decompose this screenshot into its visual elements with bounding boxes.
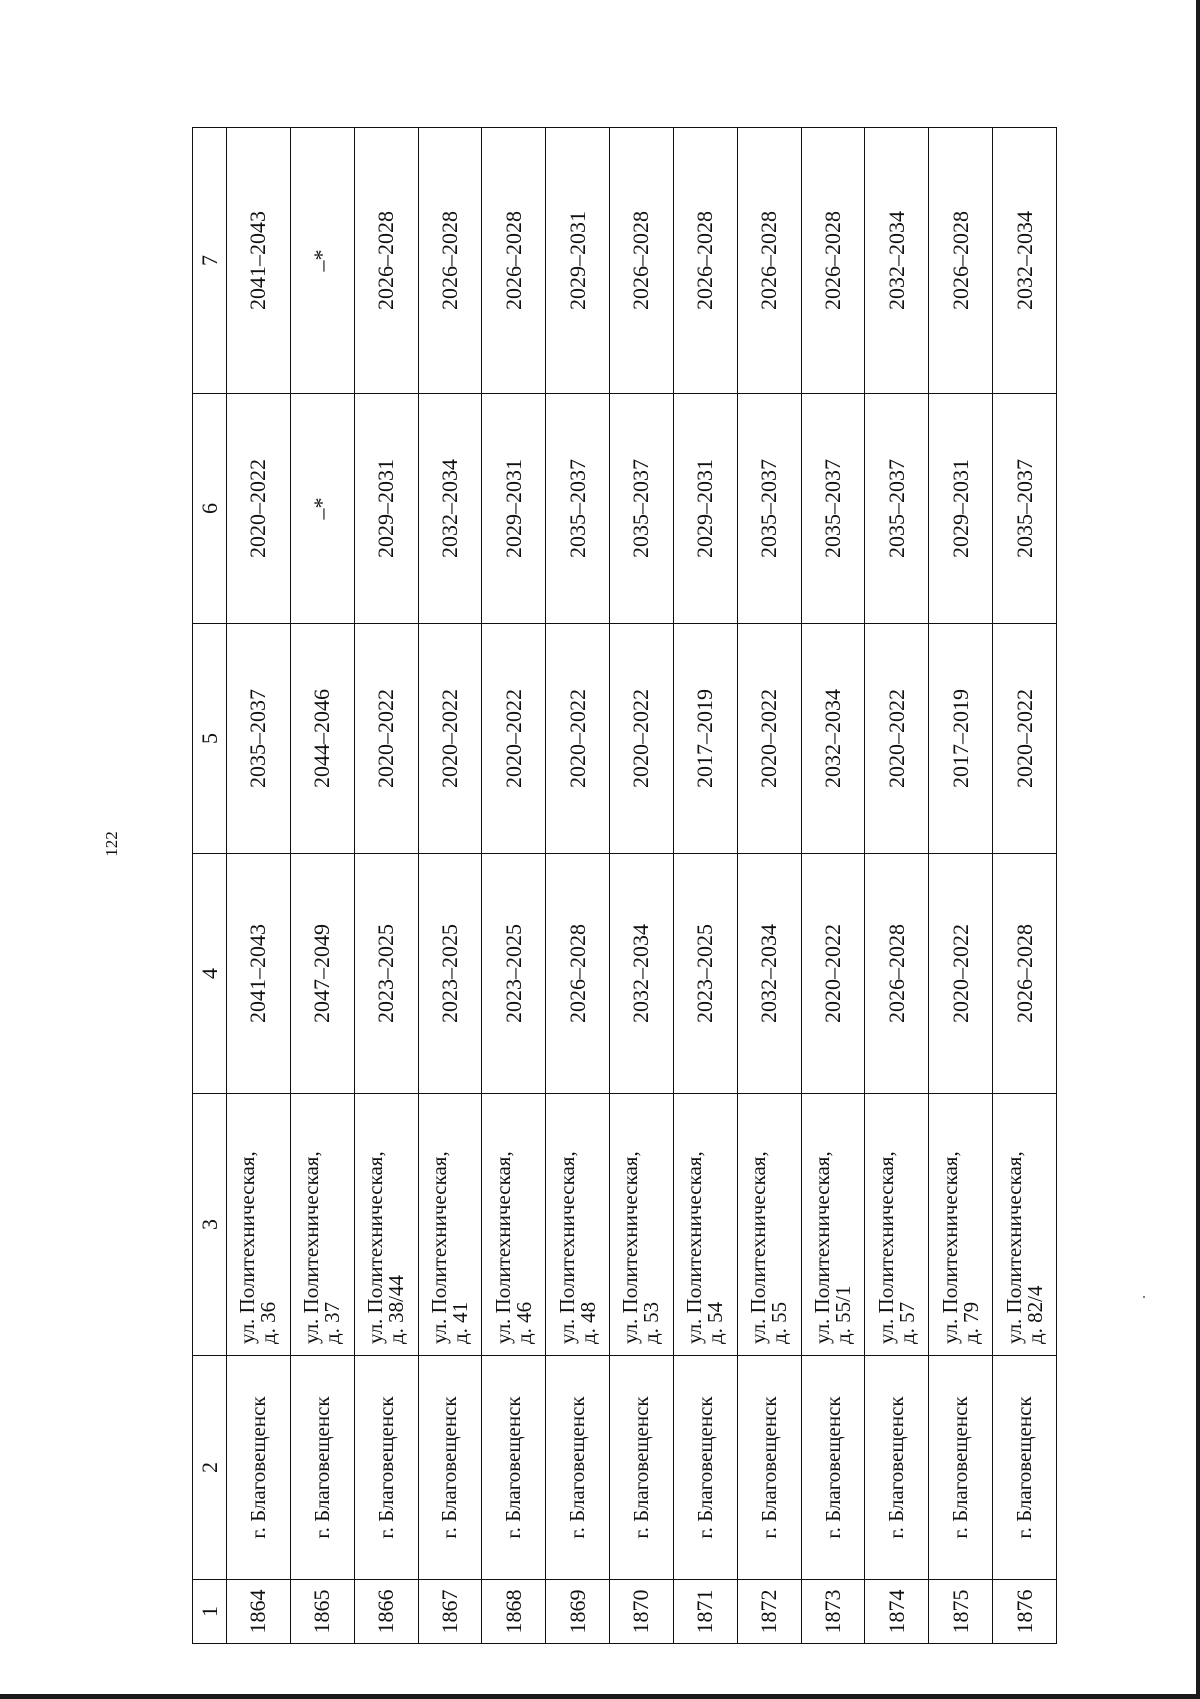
address-house: д. 53	[639, 1301, 664, 1344]
address-cell	[482, 1094, 546, 1356]
address-house: д. 38/44	[384, 1274, 409, 1344]
column-header: 5	[193, 624, 227, 854]
table-row	[610, 128, 674, 1644]
period-cell: 2026–2028	[673, 128, 737, 394]
column-header: 1	[193, 1580, 227, 1644]
city-cell: г. Благовещенск	[354, 1356, 418, 1580]
row-number-cell: 1869	[546, 1580, 610, 1644]
period-cell: 2041–2043	[227, 128, 291, 394]
period-cell: 2035–2037	[227, 624, 291, 854]
period-cell: 2026–2028	[801, 128, 865, 394]
period-cell: 2032–2034	[418, 394, 482, 624]
table-row	[929, 128, 993, 1644]
city-cell: г. Благовещенск	[418, 1356, 482, 1580]
address-street: ул. Политехническая,	[554, 1151, 579, 1344]
address-house: д. 55/1	[831, 1285, 856, 1344]
address-street: ул. Политехническая,	[937, 1151, 962, 1344]
city-cell: г. Благовещенск	[737, 1356, 801, 1580]
period-cell: 2032–2034	[865, 128, 929, 394]
row-number-cell: 1870	[610, 1580, 674, 1644]
period-cell: 2047–2049	[290, 854, 354, 1094]
address-street: ул. Политехническая,	[618, 1151, 643, 1344]
address-cell	[993, 1094, 1057, 1356]
period-cell: 2032–2034	[801, 624, 865, 854]
column-header: 7	[193, 128, 227, 394]
table-row	[290, 128, 354, 1644]
period-cell: 2044–2046	[290, 624, 354, 854]
scan-edge-bottom	[0, 1694, 1200, 1699]
data-table	[192, 127, 1057, 1644]
period-cell: 2029–2031	[546, 128, 610, 394]
address-house: д. 55	[767, 1301, 792, 1344]
period-cell: 2020–2022	[929, 854, 993, 1094]
period-cell: 2026–2028	[418, 128, 482, 394]
period-cell: 2035–2037	[801, 394, 865, 624]
period-cell: 2032–2034	[610, 854, 674, 1094]
city-cell: г. Благовещенск	[482, 1356, 546, 1580]
row-number-cell: 1868	[482, 1580, 546, 1644]
row-number-cell: 1871	[673, 1580, 737, 1644]
period-cell: 2029–2031	[929, 394, 993, 624]
city-cell: г. Благовещенск	[290, 1356, 354, 1580]
period-cell: 2041–2043	[227, 854, 291, 1094]
address-house: д. 79	[958, 1301, 983, 1344]
period-cell: 2026–2028	[354, 128, 418, 394]
period-cell: 2035–2037	[610, 394, 674, 624]
period-cell: 2020–2022	[418, 624, 482, 854]
address-cell	[737, 1094, 801, 1356]
address-house: д. 41	[447, 1301, 472, 1344]
period-cell: –*	[290, 128, 354, 394]
period-cell: 2026–2028	[737, 128, 801, 394]
period-cell: 2032–2034	[993, 128, 1057, 394]
scan-speck	[1143, 1296, 1145, 1298]
rotated-table-container	[192, 128, 1057, 1644]
period-cell: 2026–2028	[610, 128, 674, 394]
table-header-row	[193, 128, 227, 1644]
period-cell: 2023–2025	[673, 854, 737, 1094]
table-row	[418, 128, 482, 1644]
address-street: ул. Политехническая,	[235, 1151, 260, 1344]
city-cell: г. Благовещенск	[993, 1356, 1057, 1580]
period-cell: 2035–2037	[993, 394, 1057, 624]
address-cell	[418, 1094, 482, 1356]
address-cell	[546, 1094, 610, 1356]
address-street: ул. Политехническая,	[363, 1151, 388, 1344]
address-cell	[610, 1094, 674, 1356]
period-cell: 2032–2034	[737, 854, 801, 1094]
address-street: ул. Политехническая,	[810, 1151, 835, 1344]
period-cell: 2035–2037	[546, 394, 610, 624]
row-number-cell: 1867	[418, 1580, 482, 1644]
address-street: ул. Политехническая,	[490, 1151, 515, 1344]
address-street: ул. Политехническая,	[1001, 1151, 1026, 1344]
period-cell: 2023–2025	[354, 854, 418, 1094]
period-cell: 2017–2019	[929, 624, 993, 854]
period-cell: 2017–2019	[673, 624, 737, 854]
row-number-cell: 1876	[993, 1580, 1057, 1644]
address-cell	[227, 1094, 291, 1356]
period-cell: 2020–2022	[482, 624, 546, 854]
address-street: ул. Политехническая,	[873, 1151, 898, 1344]
city-cell: г. Благовещенск	[929, 1356, 993, 1580]
table-row	[865, 128, 929, 1644]
period-cell: 2020–2022	[354, 624, 418, 854]
row-number-cell: 1864	[227, 1580, 291, 1644]
address-cell	[290, 1094, 354, 1356]
address-street: ул. Политехническая,	[746, 1151, 771, 1344]
address-cell	[673, 1094, 737, 1356]
column-header: 3	[193, 1094, 227, 1356]
address-house: д. 48	[575, 1301, 600, 1344]
row-number-cell: 1872	[737, 1580, 801, 1644]
address-street: ул. Политехническая,	[426, 1151, 451, 1344]
city-cell: г. Благовещенск	[610, 1356, 674, 1580]
period-cell: 2026–2028	[865, 854, 929, 1094]
city-cell: г. Благовещенск	[673, 1356, 737, 1580]
address-cell	[929, 1094, 993, 1356]
address-house: д. 36	[256, 1301, 281, 1344]
period-cell: 2020–2022	[801, 854, 865, 1094]
column-header: 6	[193, 394, 227, 624]
address-house: д. 46	[511, 1301, 536, 1344]
table-row	[993, 128, 1057, 1644]
row-number-cell: 1873	[801, 1580, 865, 1644]
period-cell: 2029–2031	[482, 394, 546, 624]
table-row	[227, 128, 291, 1644]
column-header: 2	[193, 1356, 227, 1580]
period-cell: 2020–2022	[993, 624, 1057, 854]
scan-edge-right	[1196, 0, 1200, 1699]
city-cell: г. Благовещенск	[801, 1356, 865, 1580]
table-row	[482, 128, 546, 1644]
period-cell: 2020–2022	[737, 624, 801, 854]
period-cell: 2035–2037	[865, 394, 929, 624]
period-cell: 2029–2031	[673, 394, 737, 624]
column-header: 4	[193, 854, 227, 1094]
address-cell	[865, 1094, 929, 1356]
address-cell	[354, 1094, 418, 1356]
address-house: д. 57	[894, 1301, 919, 1344]
period-cell: 2035–2037	[737, 394, 801, 624]
period-cell: 2026–2028	[546, 854, 610, 1094]
period-cell: 2026–2028	[993, 854, 1057, 1094]
table-body	[227, 128, 1057, 1644]
row-number-cell: 1875	[929, 1580, 993, 1644]
period-cell: 2023–2025	[482, 854, 546, 1094]
city-cell: г. Благовещенск	[865, 1356, 929, 1580]
table-row	[737, 128, 801, 1644]
address-house: д. 82/4	[1022, 1285, 1047, 1344]
table-row	[354, 128, 418, 1644]
address-house: д. 54	[703, 1301, 728, 1344]
period-cell: 2026–2028	[482, 128, 546, 394]
page-number: 122	[102, 831, 121, 857]
period-cell: 2023–2025	[418, 854, 482, 1094]
row-number-cell: 1866	[354, 1580, 418, 1644]
period-cell: 2020–2022	[610, 624, 674, 854]
period-cell: –*	[290, 394, 354, 624]
address-house: д. 37	[320, 1301, 345, 1344]
period-cell: 2020–2022	[546, 624, 610, 854]
table-row	[801, 128, 865, 1644]
table-row	[673, 128, 737, 1644]
row-number-cell: 1874	[865, 1580, 929, 1644]
period-cell: 2020–2022	[865, 624, 929, 854]
period-cell: 2029–2031	[354, 394, 418, 624]
address-cell	[801, 1094, 865, 1356]
city-cell: г. Благовещенск	[546, 1356, 610, 1580]
city-cell: г. Благовещенск	[227, 1356, 291, 1580]
address-street: ул. Политехническая,	[299, 1151, 324, 1344]
address-street: ул. Политехническая,	[682, 1151, 707, 1344]
row-number-cell: 1865	[290, 1580, 354, 1644]
table-row	[546, 128, 610, 1644]
period-cell: 2020–2022	[227, 394, 291, 624]
period-cell: 2026–2028	[929, 128, 993, 394]
